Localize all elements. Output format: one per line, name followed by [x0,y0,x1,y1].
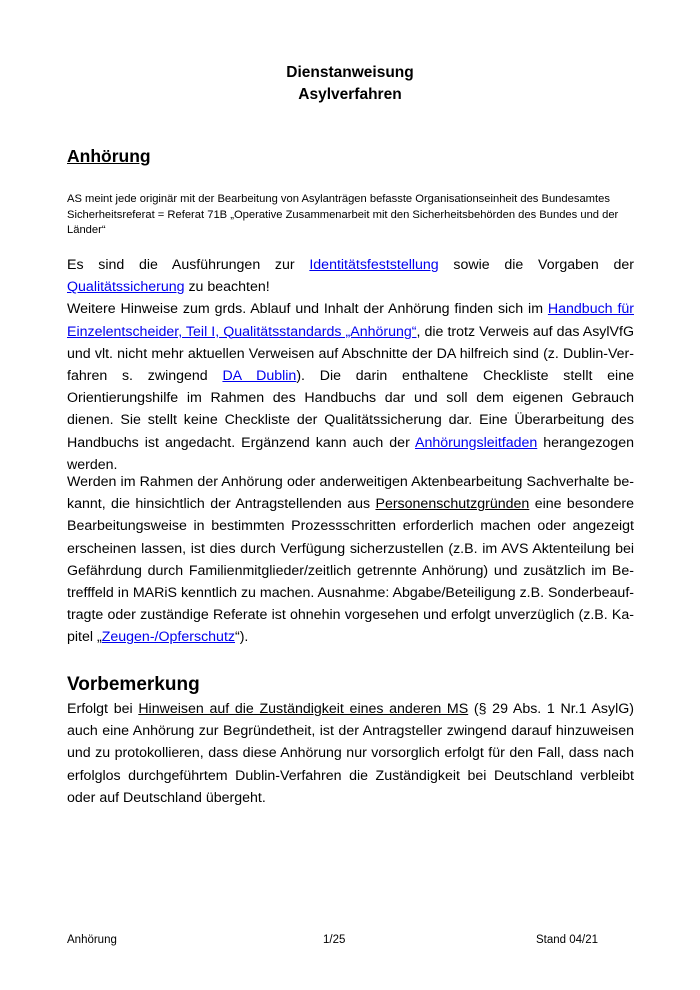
footer-right: Stand 04/21 [536,934,599,946]
text: zu beachten! [184,279,270,296]
link-anhoerungsleitfaden[interactable]: Anhörungsleitfaden [415,434,538,451]
link-identitaetsfeststellung[interactable]: Identitätsfeststellung [309,257,439,273]
text: ). Die darin enthaltene Checkliste stellt eine Orientierungshilfe im Rahmen des Handbuchs dar und soll dem eigenen Gebrauch dienen. Sie stellt keine Checkliste der Qualitätssicherung dar. Eine Überarbeitung des Handbuchs ist angedacht. Ergänzend kann auch der [67,368,634,451]
section-heading-anhoerung: Anhörung [67,146,151,166]
link-handbuch-einzelentscheider[interactable]: Handbuch für Einzelentscheider, Teil I, Qualitätsstandards „Anhörung“ [67,301,634,340]
footer-left: Anhörung [67,934,117,946]
text: “). [234,629,249,646]
link-da-dublin[interactable]: DA Dublin [222,368,297,385]
text: Werden im Rahmen der Anhörung oder anderweitigen Aktenbearbeitung Sachverhalte bekannt, die hinsichtlich der Antragstellenden aus [67,474,634,513]
definition-note: AS meint jede originär mit der Bearbeitung von Asylanträgen befasste Organisationseinheit des Bundesamtes Sicherheitsreferat = Referat 71B „Operative Zusammenarbeit mit den Sicherheitsbehörden des Bundes und der Länder“ [67,193,619,236]
document-title: Dienstanweisung [286,64,414,81]
text: eine besondere Bearbeitungsweise in bestimmten Prozessschritten erforderlich machen oder angezeigt erscheinen lassen, ist dies durch Verfügung sicherzustellen (z.B. im AVS Aktenteilung bei Gefährdung durch Familienmitglieder/zeitlich getrennte Anhörung) und zusätzlich im Betrefffeld in MARiS kenntlich zu machen. Ausnahme: Abgabe/Beteiligung z.B. Sonderbeauftragte oder zuständige Referate ist ohnehin vorgesehen und erfolgt unverzüglich (z.B. Kapitel „ [67,496,634,646]
text: Es sind die Ausführungen zur [67,257,310,273]
underlined-term: Personenschutzgründen [375,496,530,513]
text: (§ 29 Abs. 1 Nr.1 AsylG) auch eine Anhörung zur Begründetheit, ist der Antragsteller zwingend darauf hinzuweisen und zu protokollieren, dass diese Anhörung nur vorsorglich erfolgt für den Fall, dass nach erfolglos durchgeführtem Dublin-Verfahren die Zuständigkeit bei Deutschland verbleibt oder auf Deutschland übergeht. [67,701,634,806]
text: Erfolgt bei [67,701,139,717]
paragraph-personenschutz [67,471,634,649]
text: Weitere Hinweise zum grds. Ablauf und Inhalt der Anhörung finden sich im [67,301,548,318]
link-qualitaetssicherung[interactable]: Qualitätssicherung [67,279,185,296]
paragraph-references [67,254,634,476]
link-zeugen-opferschutz[interactable]: Zeugen-/Opferschutz [101,629,235,646]
text: sowie die Vorgaben der [438,257,634,273]
text: herangezogen werden. [67,434,634,473]
paragraph-vorbemerkung [67,698,634,809]
underlined-term: Hinweisen auf die Zuständigkeit eines anderen MS [138,701,469,717]
text: , die trotz Verweis auf das AsylVfG und vlt. nicht mehr aktuellen Verweisen auf Abschnitte der DA hilfreich sind (z. Dublin-Verfahren s. zwingend [67,323,634,385]
document-subtitle: Asylverfahren [298,86,402,103]
section-heading-vorbemerkung: Vorbemerkung [67,674,200,695]
footer-page-number: 1/25 [323,934,346,946]
